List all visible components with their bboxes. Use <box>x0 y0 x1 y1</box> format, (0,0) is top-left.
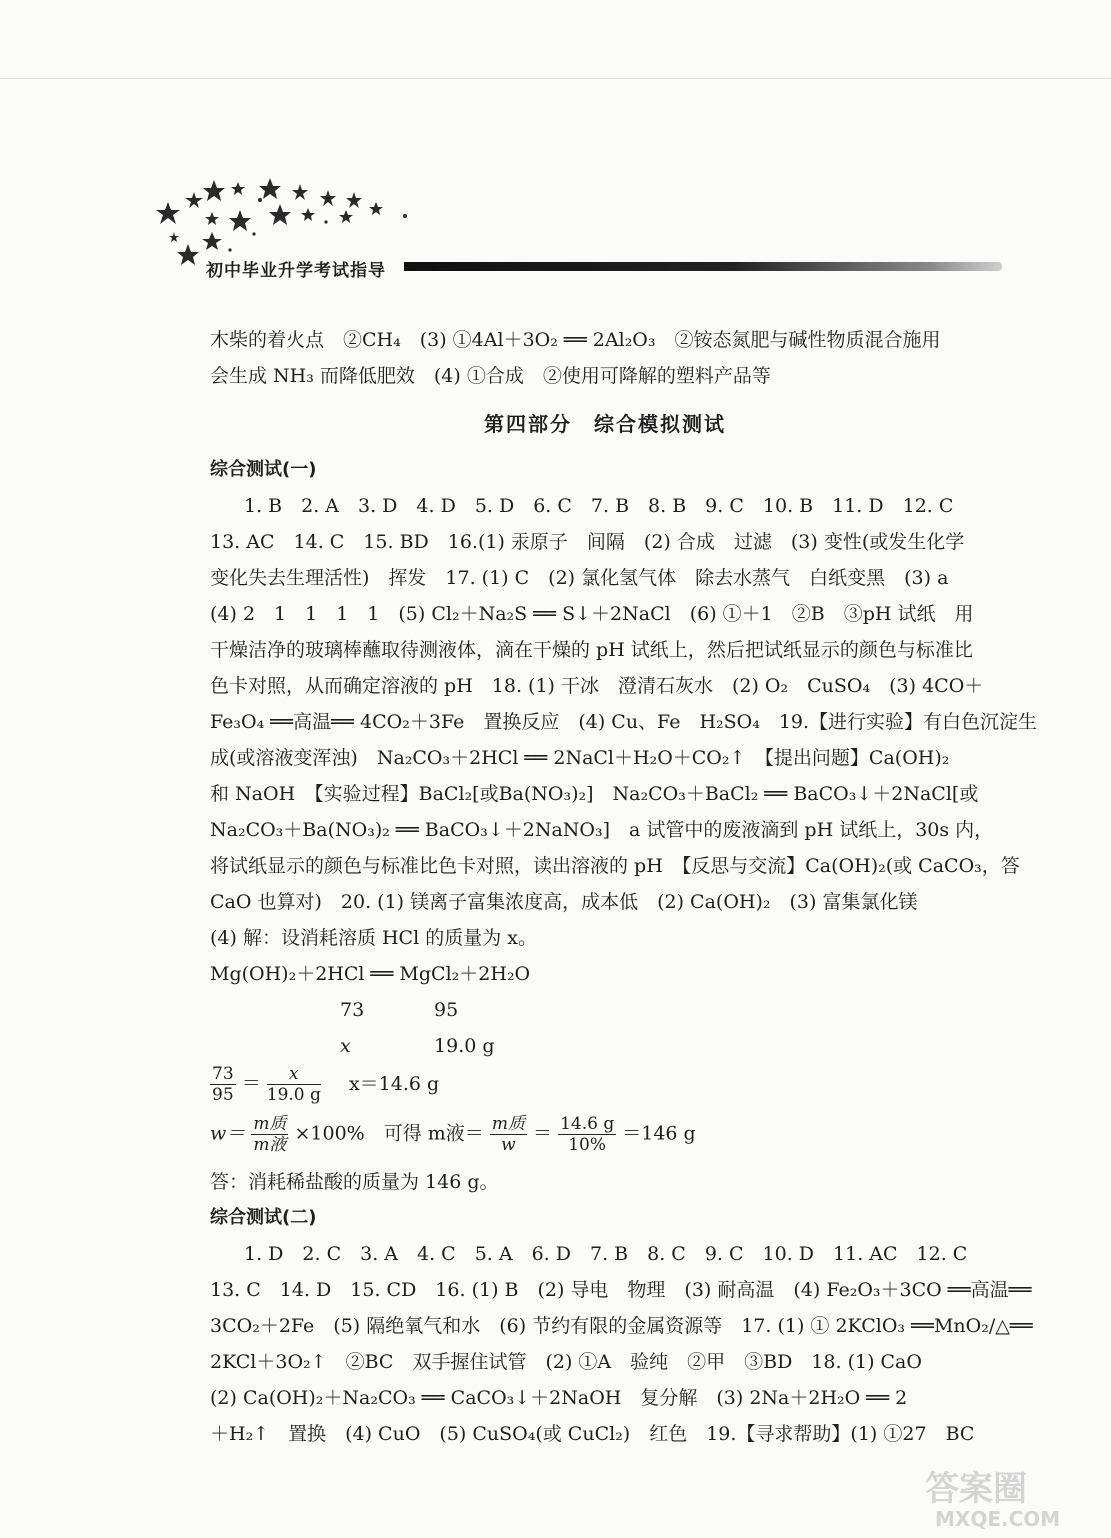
test1-title: 综合测试(一) <box>210 459 317 480</box>
answer-content <box>210 322 1038 1452</box>
answer-line: Na₂CO₃＋Ba(NO₃)₂ ══ BaCO₃↓＋2NaNO₃] a 试管中的废液滴到 pH 试纸上，30s 内， <box>210 819 994 841</box>
intro-line: 会生成 NH₃ 而降低肥效 (4) ①合成 ②使用可降解的塑料产品等 <box>210 365 771 387</box>
answer-line: 1. B 2. A 3. D 4. D 5. D 6. C 7. B 8. B 9. C 10. B 11. D 12. C <box>244 495 954 517</box>
test2-title: 综合测试(二) <box>210 1207 317 1228</box>
answer-line: 和 NaOH 【实验过程】BaCl₂[或Ba(NO₃)₂] Na₂CO₃＋BaCl₂ ══ BaCO₃↓＋2NaCl[或 <box>210 783 979 805</box>
book-title: 初中毕业升学考试指导 <box>206 261 386 281</box>
answer-line: 干燥洁净的玻璃棒蘸取待测液体，滴在干燥的 pH 试纸上，然后把试纸显示的颜色与标准比 <box>210 639 973 661</box>
proportion-result: x＝14.6 g <box>348 1072 440 1095</box>
answer-line: 将试纸显示的颜色与标准比色卡对照，读出溶液的 pH 【反思与交流】Ca(OH)₂(或 CaCO₃，答 <box>210 855 1020 877</box>
ratio-row <box>210 1028 1000 1064</box>
answer-line: (2) Ca(OH)₂＋Na₂CO₃ ══ CaCO₃↓＋2NaOH 复分解 (3) 2Na＋2H₂O ══ 2 <box>210 1387 908 1409</box>
answer-line: 成(或溶液变浑浊) Na₂CO₃＋2HCl ══ 2NaCl＋H₂O＋CO₂↑ 【提出问题】Ca(OH)₂ <box>210 747 950 769</box>
mass-fraction-line: w＝ $\frac{\text{m质}}{\text{m液}}$ ×100% 可得 m液＝ $\frac{\text{m质}}{w}$ ＝ $\frac{14.6 g}{10\%}$ ＝146 g <box>210 1114 696 1155</box>
ratio-value: x <box>340 1035 351 1057</box>
answer-statement: 答：消耗稀盐酸的质量为 146 g。 <box>210 1171 499 1193</box>
answer-line: 13. C 14. D 15. CD 16. (1) B (2) 导电 物理 (3) 耐高温 (4) Fe₂O₃＋3CO ══高温══ <box>210 1279 1032 1301</box>
answer-line: 1. D 2. C 3. A 4. C 5. A 6. D 7. B 8. C 9. C 10. D 11. AC 12. C <box>244 1243 968 1265</box>
fraction: $\frac{73}{95}$ <box>212 1064 234 1105</box>
answer-line: ＋H₂↑ 置换 (4) CuO (5) CuSO₄(或 CuCl₂) 红色 19.【寻求帮助】(1) ①27 BC <box>210 1423 975 1445</box>
top-divider <box>0 78 1111 79</box>
svg-text:答案圈: 答案圈 <box>925 1469 1027 1509</box>
watermark-logo <box>895 1462 1105 1532</box>
answer-line: CaO 也算对) 20. (1) 镁离子富集浓度高，成本低 (2) Ca(OH)₂ (3) 富集氯化镁 <box>210 891 918 913</box>
fraction: $\frac{\text{m质}}{w}$ <box>491 1114 525 1155</box>
ratio-value: 19.0 g <box>434 1035 495 1057</box>
fraction: $\frac{x}{19.0 g}$ <box>266 1064 321 1105</box>
answer-line: Fe₃O₄ ══高温══ 4CO₂＋3Fe 置换反应 (4) Cu、Fe H₂SO₄ 19.【进行实验】有白色沉淀生 <box>210 711 1038 733</box>
ratio-row <box>210 992 1000 1028</box>
chemical-equation: Mg(OH)₂＋2HCl ══ MgCl₂＋2H₂O <box>210 963 531 985</box>
svg-text:MXQE.COM: MXQE.COM <box>935 1507 1061 1531</box>
answer-line: 13. AC 14. C 15. BD 16.(1) 汞原子 间隔 (2) 合成 过滤 (3) 变性(或发生化学 <box>210 531 965 553</box>
answer-line: 色卡对照，从而确定溶液的 pH 18. (1) 干冰 澄清石灰水 (2) O₂ CuSO₄ (3) 4CO＋ <box>210 675 984 697</box>
answer-line: (4) 解：设消耗溶质 HCl 的质量为 x。 <box>210 927 537 949</box>
fraction: $\frac{14.6 g}{10\%}$ <box>560 1114 615 1155</box>
answer-line: 变化失去生理活性) 挥发 17. (1) C (2) 氯化氢气体 除去水蒸气 白纸变黑 (3) a <box>210 567 949 589</box>
intro-line: 木柴的着火点 ②CH₄ (3) ①4Al＋3O₂ ══ 2Al₂O₃ ②铵态氮肥与碱性物质混合施用 <box>210 329 941 351</box>
ratio-value: 73 <box>340 999 365 1021</box>
ratio-value: 95 <box>434 999 459 1021</box>
answer-line: 2KCl＋3O₂↑ ②BC 双手握住试管 (2) ①A 验纯 ②甲 ③BD 18. (1) CaO <box>210 1351 922 1373</box>
header-bar <box>404 262 1002 271</box>
stars-decoration-icon <box>150 170 420 270</box>
fraction: $\frac{\text{m质}}{\text{m液}}$ <box>253 1114 287 1155</box>
answer-line: 3CO₂＋2Fe (5) 隔绝氧气和水 (6) 节约有限的金属资源等 17. (1) ① 2KClO₃ ══MnO₂/△══ <box>210 1315 1033 1337</box>
proportion-line: $\frac{73}{95}$ ＝ $\frac{x}{19.0 g}$ x＝14.6 g <box>212 1064 440 1105</box>
answer-line: (4) 2 1 1 1 1 (5) Cl₂＋Na₂S ══ S↓＋2NaCl (6) ①＋1 ②B ③pH 试纸 用 <box>210 603 974 625</box>
section-title: 第四部分 综合模拟测试 <box>484 412 726 436</box>
